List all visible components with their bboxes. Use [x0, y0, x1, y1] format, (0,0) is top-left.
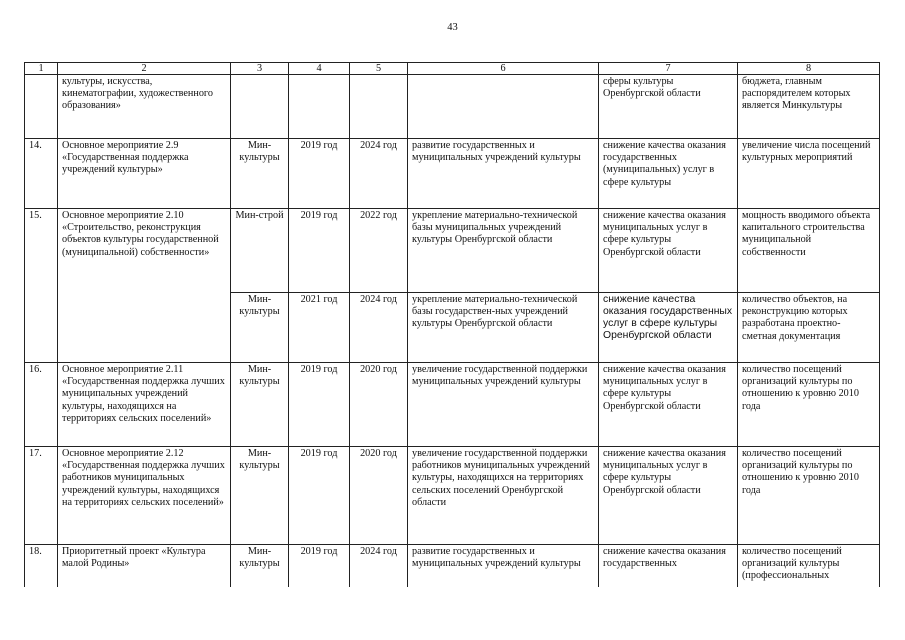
col-number-1: 1: [25, 63, 58, 75]
start-year: 2019 год: [289, 209, 350, 293]
row-number: [25, 75, 58, 139]
executor: Мин-культуры: [231, 545, 289, 587]
consequences: снижение качества оказания муниципальных услуг в сфере культуры Оренбургской области: [599, 209, 738, 293]
row-number: 15.: [25, 209, 58, 363]
activity-name: Основное мероприятие 2.12 «Государственная поддержка лучших работников муниципальных учреждений культуры, находящихся на территориях сельских поселений»: [58, 447, 231, 545]
table-row: [25, 545, 880, 587]
expected-result: развитие государственных и муниципальных учреждений культуры: [408, 139, 599, 209]
table-row: [25, 139, 880, 209]
expected-result: [408, 75, 599, 139]
row-number: 16.: [25, 363, 58, 447]
end-year: [350, 75, 408, 139]
col-number-4: 4: [289, 63, 350, 75]
table-row: [25, 75, 880, 139]
consequences: снижение качества оказания государственных: [599, 545, 738, 587]
executor: Мин-культуры: [231, 139, 289, 209]
activity-name: Основное мероприятие 2.11 «Государственная поддержка лучших муниципальных учреждений культуры, находящихся на территориях сельских поселений»: [58, 363, 231, 447]
executor: Мин-культуры: [231, 293, 289, 363]
col-number-5: 5: [350, 63, 408, 75]
executor: Мин-культуры: [231, 447, 289, 545]
start-year: 2019 год: [289, 545, 350, 587]
indicator-link: количество посещений организаций культуры по отношению к уровню 2010 года: [738, 363, 880, 447]
end-year: 2024 год: [350, 139, 408, 209]
end-year: 2024 год: [350, 293, 408, 363]
row-number: 18.: [25, 545, 58, 587]
consequences: снижение качества оказания муниципальных услуг в сфере культуры Оренбургской области: [599, 363, 738, 447]
expected-result: увеличение государственной поддержки муниципальных учреждений культуры: [408, 363, 599, 447]
expected-result: укрепление материально-технической базы муниципальных учреждений культуры Оренбургской области: [408, 209, 599, 293]
start-year: 2019 год: [289, 363, 350, 447]
column-number-row: [25, 63, 880, 75]
row-number: 17.: [25, 447, 58, 545]
expected-result: укрепление материально-технической базы государствен-ных учреждений культуры Оренбургской области: [408, 293, 599, 363]
expected-result: развитие государственных и муниципальных учреждений культуры: [408, 545, 599, 587]
consequences: сферы культуры Оренбургской области: [599, 75, 738, 139]
table-row: [25, 447, 880, 545]
start-year: 2021 год: [289, 293, 350, 363]
indicator-link: мощность вводимого объекта капитального строительства муниципальной собственности: [738, 209, 880, 293]
col-number-2: 2: [58, 63, 231, 75]
start-year: 2019 год: [289, 447, 350, 545]
table-row: [25, 363, 880, 447]
indicator-link: количество посещений организаций культуры по отношению к уровню 2010 года: [738, 447, 880, 545]
end-year: 2020 год: [350, 363, 408, 447]
indicator-link: количество посещений организаций культуры (профессиональных: [738, 545, 880, 587]
activity-name: Приоритетный проект «Культура малой Родины»: [58, 545, 231, 587]
page-number: 43: [447, 22, 458, 33]
activity-name: Основное мероприятие 2.9 «Государственная поддержка учреждений культуры»: [58, 139, 231, 209]
indicator-link: увеличение числа посещений культурных мероприятий: [738, 139, 880, 209]
start-year: 2019 год: [289, 139, 350, 209]
consequences: снижение качества оказания муниципальных услуг в сфере культуры Оренбургской области: [599, 447, 738, 545]
indicator-link: количество объектов, на реконструкцию которых разработана проектно-сметная документация: [738, 293, 880, 363]
row-number: 14.: [25, 139, 58, 209]
indicator-link: бюджета, главным распорядителем которых является Минкультуры: [738, 75, 880, 139]
executor: Мин-культуры: [231, 363, 289, 447]
table-row: [25, 209, 880, 293]
end-year: 2022 год: [350, 209, 408, 293]
start-year: [289, 75, 350, 139]
activities-table: [24, 62, 880, 587]
col-number-8: 8: [738, 63, 880, 75]
end-year: 2024 год: [350, 545, 408, 587]
col-number-3: 3: [231, 63, 289, 75]
executor: [231, 75, 289, 139]
expected-result: увеличение государственной поддержки работников муниципальных учреждений культуры, находящихся на территориях сельских поселений Оренбургской области: [408, 447, 599, 545]
consequences: снижение качества оказания государственных услуг в сфере культуры Оренбургской области: [599, 293, 738, 363]
executor: Мин-строй: [231, 209, 289, 293]
end-year: 2020 год: [350, 447, 408, 545]
col-number-7: 7: [599, 63, 738, 75]
consequences: снижение качества оказания государственных (муниципальных) услуг в сфере культуры: [599, 139, 738, 209]
activity-name: культуры, искусства, кинематографии, художественного образования»: [58, 75, 231, 139]
col-number-6: 6: [408, 63, 599, 75]
activity-name: Основное мероприятие 2.10 «Строительство, реконструкция объектов культуры государственной (муниципальной) собственности»: [58, 209, 231, 363]
